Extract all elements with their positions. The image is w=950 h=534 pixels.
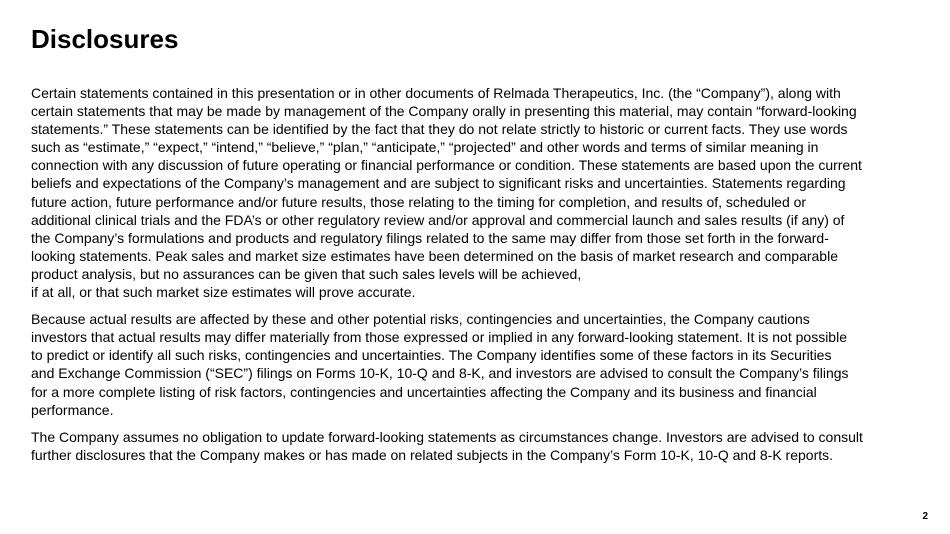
text-line: further disclosures that the Company makes or has made on related subjects in the Company’s Form 10-K, 10-Q and 8-K reports. <box>31 446 834 463</box>
text-line: additional clinical trials and the FDA’s or other regulatory review and/or approval and commercial launch and sales results (if any) of <box>31 211 845 228</box>
text-line: the Company’s formulations and products and regulatory filings related to the same may differ from those set forth in the forward- <box>31 229 829 246</box>
text-line: certain statements that may be made by management of the Company orally in presenting this material, may contain “forward-looking <box>31 103 857 120</box>
text-line: Because actual results are affected by these and other potential risks, contingencies and uncertainties, the Company cautions <box>31 311 810 328</box>
text-line: future action, future performance and/or future results, those relating to the timing for completion, and results of, scheduled or <box>31 193 807 210</box>
text-line: such as “estimate,” “expect,” “intend,” “believe,” “plan,” “anticipate,” “projected” and other words and terms of similar meaning in <box>31 139 819 156</box>
disclosure-paragraph-no-obligation <box>31 428 931 464</box>
text-line: to predict or identify all such risks, contingencies and uncertainties. The Company identifies some of these factors in its Securities <box>31 347 832 364</box>
text-line: performance. <box>31 401 114 418</box>
disclosure-paragraph-forward-looking <box>31 84 931 301</box>
text-line: The Company assumes no obligation to update forward-looking statements as circumstances change. Investors are advised to consult <box>31 428 863 445</box>
text-line: and Exchange Commission (“SEC”) filings on Forms 10-K, 10-Q and 8-K, and investors are advised to consult the Company’s filings <box>31 365 849 382</box>
page-title: Disclosures <box>31 24 179 54</box>
disclosure-paragraph-risks <box>31 310 931 419</box>
text-line: product analysis, but no assurances can be given that such sales levels will be achieved, <box>31 265 582 282</box>
text-line: connection with any discussion of future operating or financial performance or condition. These statements are based upon the current <box>31 157 862 174</box>
text-line: beliefs and expectations of the Company’s management and are subject to significant risks and uncertainties. Statements regarding <box>31 175 846 192</box>
text-line: looking statements. Peak sales and market size estimates have been determined on the basis of market research and comparable <box>31 247 838 264</box>
page-number: 2 <box>922 511 928 522</box>
text-line: investors that actual results may differ materially from those expressed or implied in any forward-looking statement. It is not possible <box>31 329 847 346</box>
text-line: if at all, or that such market size estimates will prove accurate. <box>31 284 416 301</box>
disclosure-body <box>31 84 931 473</box>
text-line: statements.” These statements can be identified by the fact that they do not relate strictly to historic or current facts. They use words <box>31 121 848 138</box>
text-line: for a more complete listing of risk factors, contingencies and uncertainties affecting the Company and its business and financial <box>31 383 817 400</box>
text-line: Certain statements contained in this presentation or in other documents of Relmada Therapeutics, Inc. (the “Company”), along with <box>31 85 841 101</box>
